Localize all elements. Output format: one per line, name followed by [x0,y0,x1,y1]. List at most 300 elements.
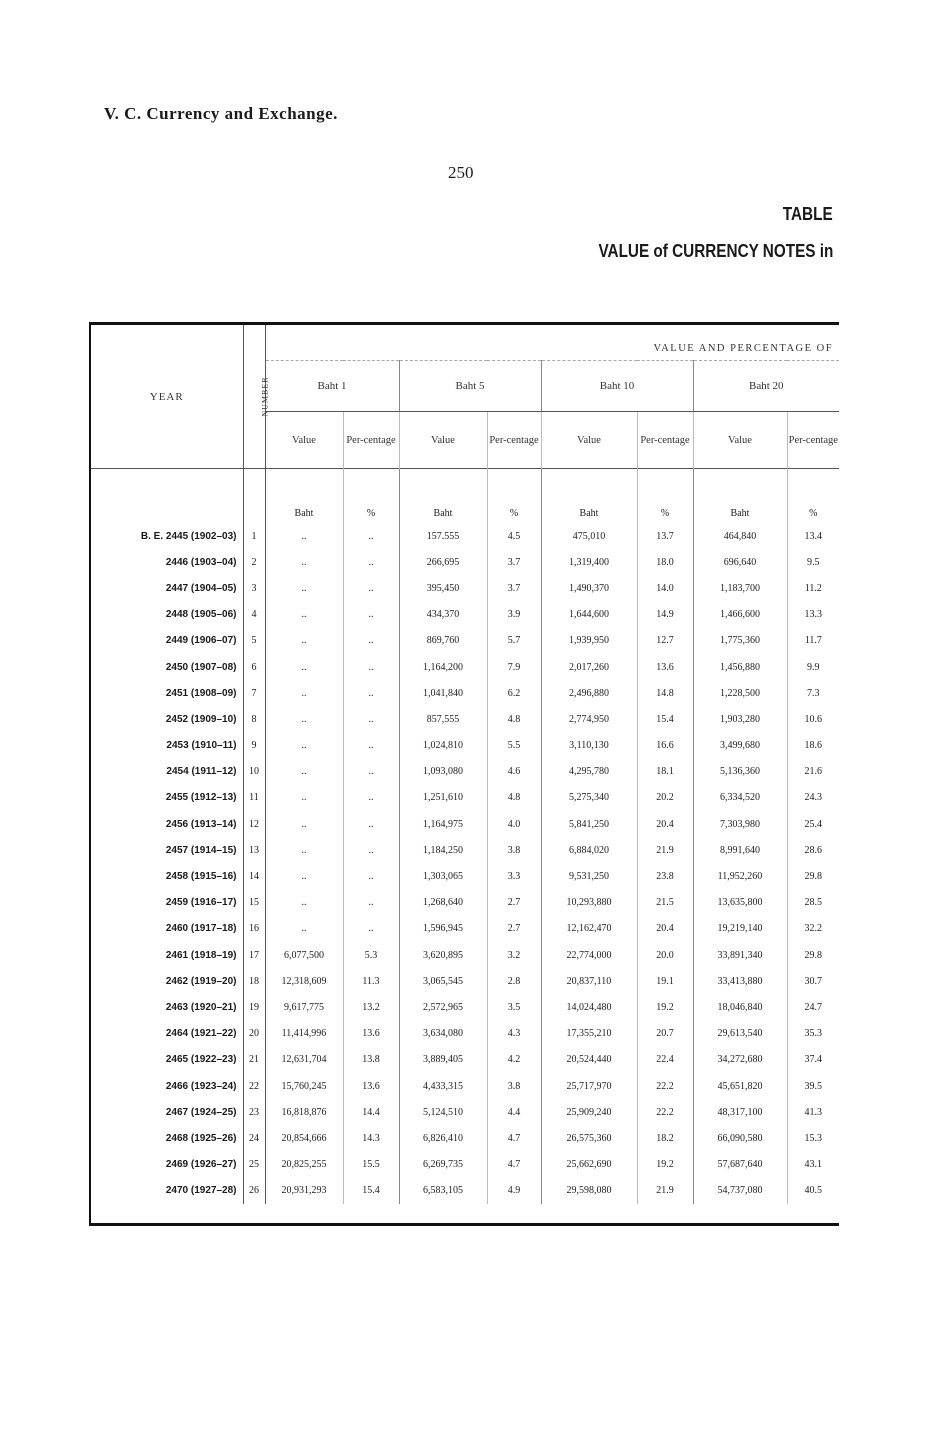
unit-percent: % [637,469,693,524]
baht-1-value-cell: 16,818,876 [265,1099,343,1125]
baht-20-percentage-cell: 25.4 [787,811,839,837]
baht-10-percentage-cell: 22.2 [637,1099,693,1125]
baht-5-percentage-cell: 3.3 [487,863,541,889]
table-row [91,759,839,785]
year-cell: 2446 (1903–04) [165,556,237,568]
baht-5-percentage-cell: 7.9 [487,654,541,680]
baht-1-percentage-cell: .. [343,916,399,942]
baht-5-value-cell: 3,634,080 [399,1021,487,1047]
baht-10-percentage-cell: 16.6 [637,733,693,759]
baht-5-percentage-cell: 3.2 [487,942,541,968]
table-row [91,1047,839,1073]
year-cell: 2467 (1924–25) [165,1106,237,1118]
year-cell: 2447 (1904–05) [165,582,237,594]
baht-5-value-cell: 1,251,610 [399,785,487,811]
baht-20-value-cell: 6,334,520 [693,785,787,811]
baht-5-value-cell: 157.555 [399,523,487,549]
baht-20-percentage-cell: 15.3 [787,1125,839,1151]
year-cell: 2463 (1920–21) [165,1001,237,1013]
baht-1-percentage-cell: 15.5 [343,1152,399,1178]
baht-10-value-cell: 25,662,690 [541,1152,637,1178]
baht-20-value-cell: 3,499,680 [693,733,787,759]
baht-10-value-cell: 9,531,250 [541,863,637,889]
number-cell: 17 [243,942,265,968]
baht-10-percentage-cell: 20.4 [637,916,693,942]
percentage-header: Per-centage [487,412,541,469]
baht-1-percentage-cell: .. [343,785,399,811]
baht-10-percentage-cell: 21.9 [637,1178,693,1204]
baht-20-value-cell: 45,651,820 [693,1073,787,1099]
table-row [91,994,839,1020]
baht-10-value-cell: 20,524,440 [541,1047,637,1073]
baht-1-value-cell: .. [265,890,343,916]
baht-1-value-cell: .. [265,654,343,680]
year-cell: 2451 (1908–09) [165,687,237,699]
number-cell: 5 [243,628,265,654]
baht-5-value-cell: 266,695 [399,549,487,575]
baht-5-value-cell: 857,555 [399,706,487,732]
baht-5-percentage-cell: 4.0 [487,811,541,837]
baht-1-value-cell: .. [265,733,343,759]
number-cell: 23 [243,1099,265,1125]
table-row [91,916,839,942]
unit-baht: Baht [541,469,637,524]
baht-20-value-cell: 1,183,700 [693,575,787,601]
baht-1-value-cell: .. [265,706,343,732]
unit-percent: % [487,469,541,524]
baht-5-percentage-cell: 4.8 [487,706,541,732]
table-row [91,837,839,863]
year-cell: 2469 (1926–27) [165,1159,237,1171]
baht-1-percentage-cell: .. [343,759,399,785]
baht-10-value-cell: 14,024,480 [541,994,637,1020]
baht-20-value-cell: 29,613,540 [693,1021,787,1047]
section-title: V. C. Currency and Exchange. [104,104,338,123]
baht-1-percentage-cell: .. [343,602,399,628]
baht-1-value-cell: 15,760,245 [265,1073,343,1099]
baht-10-value-cell: 1,490,370 [541,575,637,601]
year-cell: 2450 (1907–08) [165,661,237,673]
number-cell: 9 [243,733,265,759]
baht-5-percentage-cell: 2.7 [487,916,541,942]
baht-1-value-cell: .. [265,916,343,942]
baht-20-value-cell: 1,466,600 [693,602,787,628]
baht-1-value-cell: 9,617,775 [265,994,343,1020]
baht-10-percentage-cell: 21.9 [637,837,693,863]
baht-20-value-cell: 1,456,880 [693,654,787,680]
baht-5-value-cell: 1,041,840 [399,680,487,706]
number-cell: 14 [243,863,265,889]
baht-5-value-cell: 4,433,315 [399,1073,487,1099]
baht-5-value-cell: 1,024,810 [399,733,487,759]
number-cell: 20 [243,1021,265,1047]
number-cell: 25 [243,1152,265,1178]
baht-10-percentage-cell: 21.5 [637,890,693,916]
baht-5-value-cell: 6,826,410 [399,1125,487,1151]
baht-10-value-cell: 25,717,970 [541,1073,637,1099]
table-row [91,1178,839,1204]
baht-1-value-cell: 6,077,500 [265,942,343,968]
baht-1-value-cell: 12,631,704 [265,1047,343,1073]
baht-20-value-cell: 1,775,360 [693,628,787,654]
baht-10-value-cell: 4,295,780 [541,759,637,785]
baht-1-percentage-cell: .. [343,680,399,706]
baht-1-percentage-cell: .. [343,706,399,732]
baht-5-percentage-cell: 5.5 [487,733,541,759]
year-cell: 2458 (1915–16) [165,871,237,883]
baht-20-value-cell: 696,640 [693,549,787,575]
percentage-header: Per-centage [787,412,839,469]
baht-20-percentage-cell: 9.9 [787,654,839,680]
table-row [91,706,839,732]
table-label: TABLE [783,204,833,224]
baht-10-value-cell: 5,841,250 [541,811,637,837]
baht-10-percentage-cell: 23.8 [637,863,693,889]
baht-1-percentage-cell: 11.3 [343,968,399,994]
baht-1-value-cell: .. [265,863,343,889]
baht-1-value-cell: 11,414,996 [265,1021,343,1047]
baht-20-value-cell: 48,317,100 [693,1099,787,1125]
baht-20-percentage-cell: 43.1 [787,1152,839,1178]
baht-5-percentage-cell: 3.5 [487,994,541,1020]
value-percentage-header: VALUE AND PERCENTAGE OF [265,325,839,361]
group-header-baht-20: Baht 20 [693,361,839,412]
baht-1-percentage-cell: .. [343,575,399,601]
baht-5-value-cell: 6,269,735 [399,1152,487,1178]
baht-10-value-cell: 22,774,000 [541,942,637,968]
unit-percent: % [787,469,839,524]
group-header-baht-1: Baht 1 [265,361,399,412]
baht-1-percentage-cell: 13.6 [343,1073,399,1099]
baht-20-value-cell: 7,303,980 [693,811,787,837]
baht-20-percentage-cell: 13.3 [787,602,839,628]
year-cell: 2464 (1921–22) [165,1028,237,1040]
baht-5-value-cell: 1,164,975 [399,811,487,837]
baht-1-value-cell: .. [265,602,343,628]
baht-1-value-cell: .. [265,759,343,785]
value-header: Value [399,412,487,469]
value-header: Value [265,412,343,469]
baht-5-value-cell: 1,596,945 [399,916,487,942]
group-header-baht-10: Baht 10 [541,361,693,412]
baht-20-percentage-cell: 29.8 [787,863,839,889]
baht-5-value-cell: 2,572,965 [399,994,487,1020]
unit-baht: Baht [399,469,487,524]
baht-20-percentage-cell: 37.4 [787,1047,839,1073]
baht-20-value-cell: 18,046,840 [693,994,787,1020]
baht-10-value-cell: 29,598,080 [541,1178,637,1204]
baht-1-percentage-cell: .. [343,890,399,916]
baht-5-percentage-cell: 4.4 [487,1099,541,1125]
baht-5-percentage-cell: 4.7 [487,1125,541,1151]
baht-1-percentage-cell: 13.2 [343,994,399,1020]
number-header: NUMBER [243,325,265,469]
baht-5-percentage-cell: 3.8 [487,1073,541,1099]
number-cell: 7 [243,680,265,706]
table-row [91,1021,839,1047]
baht-20-percentage-cell: 32.2 [787,916,839,942]
baht-20-percentage-cell: 11.2 [787,575,839,601]
baht-5-percentage-cell: 4.9 [487,1178,541,1204]
baht-20-percentage-cell: 40.5 [787,1178,839,1204]
units-row [91,469,839,524]
baht-1-percentage-cell: .. [343,811,399,837]
baht-10-percentage-cell: 18.2 [637,1125,693,1151]
baht-1-percentage-cell: 14.3 [343,1125,399,1151]
baht-1-percentage-cell: 5.3 [343,942,399,968]
baht-10-value-cell: 20,837,110 [541,968,637,994]
baht-5-value-cell: 3,065,545 [399,968,487,994]
percentage-header: Per-centage [343,412,399,469]
group-header-baht-5: Baht 5 [399,361,541,412]
baht-5-percentage-cell: 5.7 [487,628,541,654]
baht-10-value-cell: 5,275,340 [541,785,637,811]
value-header: Value [541,412,637,469]
baht-20-percentage-cell: 7.3 [787,680,839,706]
baht-1-value-cell: 20,931,293 [265,1178,343,1204]
baht-20-value-cell: 8,991,640 [693,837,787,863]
baht-10-value-cell: 1,939,950 [541,628,637,654]
number-cell: 12 [243,811,265,837]
year-cell: 2454 (1911–12) [166,766,237,778]
year-cell: 2448 (1905–06) [165,609,237,621]
baht-5-value-cell: 3,889,405 [399,1047,487,1073]
baht-20-percentage-cell: 24.7 [787,994,839,1020]
baht-5-percentage-cell: 4.2 [487,1047,541,1073]
baht-20-value-cell: 33,891,340 [693,942,787,968]
baht-20-value-cell: 11,952,260 [693,863,787,889]
baht-20-percentage-cell: 11.7 [787,628,839,654]
baht-1-value-cell: .. [265,785,343,811]
baht-20-percentage-cell: 28.5 [787,890,839,916]
baht-1-percentage-cell: 14.4 [343,1099,399,1125]
baht-10-value-cell: 3,110,130 [541,733,637,759]
number-cell: 18 [243,968,265,994]
page-number: 250 [448,163,474,182]
number-cell: 8 [243,706,265,732]
number-cell: 6 [243,654,265,680]
value-header: Value [693,412,787,469]
number-cell: 22 [243,1073,265,1099]
baht-20-value-cell: 54,737,080 [693,1178,787,1204]
number-cell: 3 [243,575,265,601]
baht-20-value-cell: 19,219,140 [693,916,787,942]
baht-10-value-cell: 17,355,210 [541,1021,637,1047]
baht-20-value-cell: 13,635,800 [693,890,787,916]
year-cell: 2455 (1912–13) [165,792,237,804]
table-row [91,680,839,706]
number-cell: 26 [243,1178,265,1204]
baht-10-percentage-cell: 13.7 [637,523,693,549]
baht-10-value-cell: 2,774,950 [541,706,637,732]
baht-20-percentage-cell: 28.6 [787,837,839,863]
baht-10-percentage-cell: 20.0 [637,942,693,968]
baht-10-percentage-cell: 14.0 [637,575,693,601]
year-cell: 2460 (1917–18) [165,923,237,935]
table-row [91,575,839,601]
baht-5-value-cell: 1,164,200 [399,654,487,680]
year-cell: 2457 (1914–15) [165,844,237,856]
baht-1-value-cell: 12,318,609 [265,968,343,994]
number-cell: 2 [243,549,265,575]
baht-1-value-cell: .. [265,811,343,837]
baht-1-percentage-cell: .. [343,628,399,654]
baht-5-percentage-cell: 3.7 [487,549,541,575]
baht-1-value-cell: 20,825,255 [265,1152,343,1178]
table-row [91,811,839,837]
baht-20-percentage-cell: 10.6 [787,706,839,732]
year-cell: 2459 (1916–17) [165,897,237,909]
table-row [91,942,839,968]
baht-20-percentage-cell: 18.6 [787,733,839,759]
baht-10-percentage-cell: 13.6 [637,654,693,680]
number-cell: 16 [243,916,265,942]
baht-1-percentage-cell: .. [343,654,399,680]
baht-1-value-cell: 20,854,666 [265,1125,343,1151]
baht-20-value-cell: 34,272,680 [693,1047,787,1073]
baht-20-value-cell: 1,228,500 [693,680,787,706]
baht-1-percentage-cell: .. [343,733,399,759]
baht-5-percentage-cell: 4.6 [487,759,541,785]
table-row [91,654,839,680]
baht-10-percentage-cell: 22.4 [637,1047,693,1073]
baht-20-percentage-cell: 29.8 [787,942,839,968]
year-cell: B. E. 2445 (1902–03) [140,530,237,542]
baht-10-percentage-cell: 20.4 [637,811,693,837]
percentage-header: Per-centage [637,412,693,469]
baht-20-value-cell: 1,903,280 [693,706,787,732]
baht-5-percentage-cell: 2.7 [487,890,541,916]
year-cell: 2452 (1909–10) [165,713,237,725]
baht-1-value-cell: .. [265,523,343,549]
baht-10-percentage-cell: 15.4 [637,706,693,732]
year-cell: 2466 (1923–24) [165,1080,237,1092]
baht-5-percentage-cell: 2.8 [487,968,541,994]
baht-10-value-cell: 26,575,360 [541,1125,637,1151]
baht-5-percentage-cell: 3.8 [487,837,541,863]
year-header: YEAR [149,390,184,403]
baht-1-percentage-cell: .. [343,523,399,549]
baht-10-percentage-cell: 18.1 [637,759,693,785]
baht-10-percentage-cell: 12.7 [637,628,693,654]
baht-10-value-cell: 12,162,470 [541,916,637,942]
baht-10-value-cell: 475,010 [541,523,637,549]
number-cell: 4 [243,602,265,628]
baht-20-percentage-cell: 39.5 [787,1073,839,1099]
unit-percent: % [343,469,399,524]
number-cell: 11 [243,785,265,811]
unit-baht: Baht [693,469,787,524]
baht-1-value-cell: .. [265,575,343,601]
table-row [91,968,839,994]
baht-5-percentage-cell: 3.7 [487,575,541,601]
unit-baht: Baht [265,469,343,524]
baht-5-percentage-cell: 4.7 [487,1152,541,1178]
baht-10-percentage-cell: 19.2 [637,994,693,1020]
number-cell: 19 [243,994,265,1020]
table-row [91,863,839,889]
baht-5-percentage-cell: 4.3 [487,1021,541,1047]
baht-1-percentage-cell: .. [343,837,399,863]
number-cell: 21 [243,1047,265,1073]
baht-20-value-cell: 66,090,580 [693,1125,787,1151]
baht-20-value-cell: 33,413,880 [693,968,787,994]
year-cell: 2453 (1910–11) [166,740,237,752]
table-row [91,1125,839,1151]
table-row [91,1099,839,1125]
baht-5-value-cell: 6,583,105 [399,1178,487,1204]
year-cell: 2461 (1918–19) [165,949,237,961]
baht-10-value-cell: 1,644,600 [541,602,637,628]
baht-1-percentage-cell: .. [343,863,399,889]
table-row [91,785,839,811]
baht-5-value-cell: 1,184,250 [399,837,487,863]
table-row [91,549,839,575]
baht-5-value-cell: 869,760 [399,628,487,654]
baht-5-value-cell: 5,124,510 [399,1099,487,1125]
baht-10-percentage-cell: 14.9 [637,602,693,628]
baht-1-value-cell: .. [265,680,343,706]
baht-1-percentage-cell: 13.8 [343,1047,399,1073]
baht-5-percentage-cell: 6.2 [487,680,541,706]
baht-10-percentage-cell: 20.2 [637,785,693,811]
baht-10-percentage-cell: 22.2 [637,1073,693,1099]
baht-20-value-cell: 57,687,640 [693,1152,787,1178]
table-row [91,628,839,654]
baht-10-value-cell: 25,909,240 [541,1099,637,1125]
baht-1-value-cell: .. [265,549,343,575]
baht-1-percentage-cell: 13.6 [343,1021,399,1047]
number-cell: 24 [243,1125,265,1151]
year-cell: 2462 (1919–20) [165,975,237,987]
year-cell: 2470 (1927–28) [165,1185,237,1197]
number-cell: 15 [243,890,265,916]
baht-20-value-cell: 464,840 [693,523,787,549]
baht-10-percentage-cell: 14.8 [637,680,693,706]
baht-5-value-cell: 3,620,895 [399,942,487,968]
baht-5-value-cell: 1,093,080 [399,759,487,785]
baht-5-value-cell: 395,450 [399,575,487,601]
baht-1-percentage-cell: .. [343,549,399,575]
baht-1-percentage-cell: 15.4 [343,1178,399,1204]
table-row [91,733,839,759]
table-row [91,890,839,916]
baht-1-value-cell: .. [265,837,343,863]
table-row [91,523,839,549]
year-cell: 2468 (1925–26) [165,1132,237,1144]
baht-5-value-cell: 434,370 [399,602,487,628]
baht-10-percentage-cell: 19.2 [637,1152,693,1178]
baht-5-percentage-cell: 4.8 [487,785,541,811]
baht-20-percentage-cell: 35.3 [787,1021,839,1047]
baht-20-percentage-cell: 24.3 [787,785,839,811]
baht-10-percentage-cell: 19.1 [637,968,693,994]
year-cell: 2465 (1922–23) [165,1054,237,1066]
baht-5-value-cell: 1,303,065 [399,863,487,889]
baht-10-value-cell: 2,017,260 [541,654,637,680]
number-cell: 1 [243,523,265,549]
baht-10-value-cell: 6,884,020 [541,837,637,863]
baht-10-value-cell: 10,293,880 [541,890,637,916]
baht-10-percentage-cell: 18.0 [637,549,693,575]
baht-5-value-cell: 1,268,640 [399,890,487,916]
number-cell: 13 [243,837,265,863]
table-row [91,1073,839,1099]
baht-5-percentage-cell: 4.5 [487,523,541,549]
year-cell: 2456 (1913–14) [165,818,237,830]
table-row [91,602,839,628]
baht-20-percentage-cell: 30.7 [787,968,839,994]
